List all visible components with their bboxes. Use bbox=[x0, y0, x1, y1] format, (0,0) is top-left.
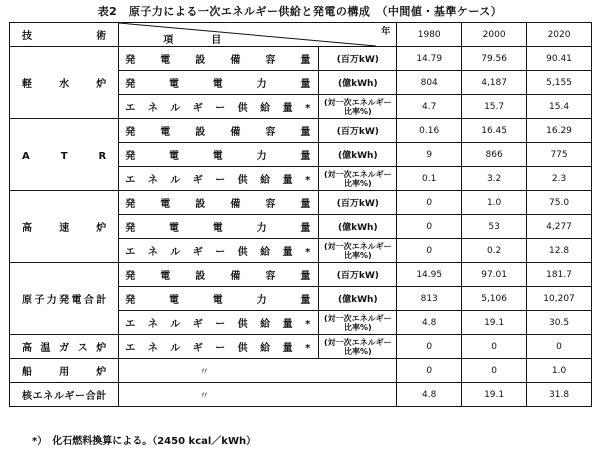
item-label: 発電電力量 bbox=[119, 287, 319, 311]
header-year-1980: 1980 bbox=[397, 23, 462, 47]
value-cell: 813 bbox=[397, 287, 462, 311]
ditto-mark: 〃 bbox=[119, 359, 397, 383]
unit-label: (億kWh) bbox=[319, 215, 397, 239]
unit-label: (百万kW) bbox=[319, 191, 397, 215]
value-cell: 0.2 bbox=[462, 239, 527, 263]
item-label: 発電設備容量 bbox=[119, 191, 319, 215]
tech-label: 船 用 炉 bbox=[10, 359, 119, 383]
value-cell: 97.01 bbox=[462, 263, 527, 287]
value-cell: 1.0 bbox=[462, 191, 527, 215]
header-year-2000: 2000 bbox=[462, 23, 527, 47]
unit-label: (億kWh) bbox=[319, 287, 397, 311]
value-cell: 19.1 bbox=[462, 383, 527, 407]
value-cell: 15.7 bbox=[462, 95, 527, 119]
value-cell: 0 bbox=[462, 335, 527, 359]
header-year-mark: 年 bbox=[381, 27, 391, 37]
value-cell: 14.79 bbox=[397, 47, 462, 71]
value-cell: 12.8 bbox=[527, 239, 592, 263]
value-cell: 10,207 bbox=[527, 287, 592, 311]
tech-label: A T R bbox=[10, 119, 119, 191]
value-cell: 866 bbox=[462, 143, 527, 167]
value-cell: 3.2 bbox=[462, 167, 527, 191]
value-cell: 14.95 bbox=[397, 263, 462, 287]
header-tech: 技 術 bbox=[10, 23, 119, 47]
table-row bbox=[10, 119, 592, 143]
item-label: エネルギー供給量* bbox=[119, 311, 319, 335]
item-label: 発電設備容量 bbox=[119, 263, 319, 287]
item-label: エネルギー供給量* bbox=[119, 335, 319, 359]
value-cell: 804 bbox=[397, 71, 462, 95]
value-cell: 4,187 bbox=[462, 71, 527, 95]
value-cell: 775 bbox=[527, 143, 592, 167]
unit-label: (億kWh) bbox=[319, 143, 397, 167]
energy-table bbox=[9, 22, 592, 407]
value-cell: 0.16 bbox=[397, 119, 462, 143]
value-cell: 90.41 bbox=[527, 47, 592, 71]
unit-label: (対一次エネルギー比率%) bbox=[319, 311, 397, 335]
tech-label: 軽 水 炉 bbox=[10, 47, 119, 119]
unit-label: (億kWh) bbox=[319, 71, 397, 95]
unit-label: (百万kW) bbox=[319, 263, 397, 287]
value-cell: 53 bbox=[462, 215, 527, 239]
value-cell: 0 bbox=[397, 191, 462, 215]
value-cell: 30.5 bbox=[527, 311, 592, 335]
value-cell: 0 bbox=[462, 359, 527, 383]
value-cell: 9 bbox=[397, 143, 462, 167]
footnote: *） 化石燃料換算による。（2450 kcal／kWh） bbox=[32, 436, 257, 447]
value-cell: 0 bbox=[397, 215, 462, 239]
value-cell: 0 bbox=[397, 359, 462, 383]
header-item-cell bbox=[119, 23, 397, 47]
item-label: 発電設備容量 bbox=[119, 119, 319, 143]
value-cell: 2.3 bbox=[527, 167, 592, 191]
value-cell: 31.8 bbox=[527, 383, 592, 407]
unit-label: (対一次エネルギー比率%) bbox=[319, 95, 397, 119]
value-cell: 75.0 bbox=[527, 191, 592, 215]
unit-label: (対一次エネルギー比率%) bbox=[319, 335, 397, 359]
item-label: エネルギー供給量* bbox=[119, 167, 319, 191]
tech-label: 核エネルギー合計 bbox=[10, 383, 119, 407]
header-year-2020: 2020 bbox=[527, 23, 592, 47]
value-cell: 0.1 bbox=[397, 167, 462, 191]
tech-label: 高 速 炉 bbox=[10, 191, 119, 263]
ditto-mark: 〃 bbox=[119, 383, 397, 407]
value-cell: 19.1 bbox=[462, 311, 527, 335]
value-cell: 5,106 bbox=[462, 287, 527, 311]
unit-label: (対一次エネルギー比率%) bbox=[319, 239, 397, 263]
value-cell: 15.4 bbox=[527, 95, 592, 119]
unit-label: (百万kW) bbox=[319, 47, 397, 71]
table-body bbox=[10, 23, 592, 407]
table-row bbox=[10, 263, 592, 287]
value-cell: 0 bbox=[397, 335, 462, 359]
tech-label: 高温ガス炉 bbox=[10, 335, 119, 359]
table-title: 表2 原子力による一次エネルギー供給と発電の構成 （中間値・基準ケース） bbox=[97, 5, 503, 18]
value-cell: 181.7 bbox=[527, 263, 592, 287]
table-row bbox=[10, 383, 592, 407]
tech-label: 原子力発電合計 bbox=[10, 263, 119, 335]
value-cell: 4.8 bbox=[397, 311, 462, 335]
value-cell: 4.7 bbox=[397, 95, 462, 119]
value-cell: 0 bbox=[397, 239, 462, 263]
table-row bbox=[10, 335, 592, 359]
header-row bbox=[10, 23, 592, 47]
item-label: 発電電力量 bbox=[119, 215, 319, 239]
value-cell: 4.8 bbox=[397, 383, 462, 407]
header-diagonal-line bbox=[119, 23, 376, 46]
value-cell: 16.45 bbox=[462, 119, 527, 143]
unit-label: (百万kW) bbox=[319, 119, 397, 143]
header-item: 項 目 bbox=[163, 35, 236, 46]
item-label: 発電設備容量 bbox=[119, 47, 319, 71]
unit-label: (対一次エネルギー比率%) bbox=[319, 167, 397, 191]
value-cell: 79.56 bbox=[462, 47, 527, 71]
item-label: エネルギー供給量* bbox=[119, 95, 319, 119]
value-cell: 1.0 bbox=[527, 359, 592, 383]
value-cell: 0 bbox=[527, 335, 592, 359]
value-cell: 4,277 bbox=[527, 215, 592, 239]
table-row bbox=[10, 47, 592, 71]
value-cell: 5,155 bbox=[527, 71, 592, 95]
item-label: エネルギー供給量* bbox=[119, 239, 319, 263]
item-label: 発電電力量 bbox=[119, 143, 319, 167]
item-label: 発電電力量 bbox=[119, 71, 319, 95]
table-row bbox=[10, 359, 592, 383]
value-cell: 16.29 bbox=[527, 119, 592, 143]
table-row bbox=[10, 191, 592, 215]
